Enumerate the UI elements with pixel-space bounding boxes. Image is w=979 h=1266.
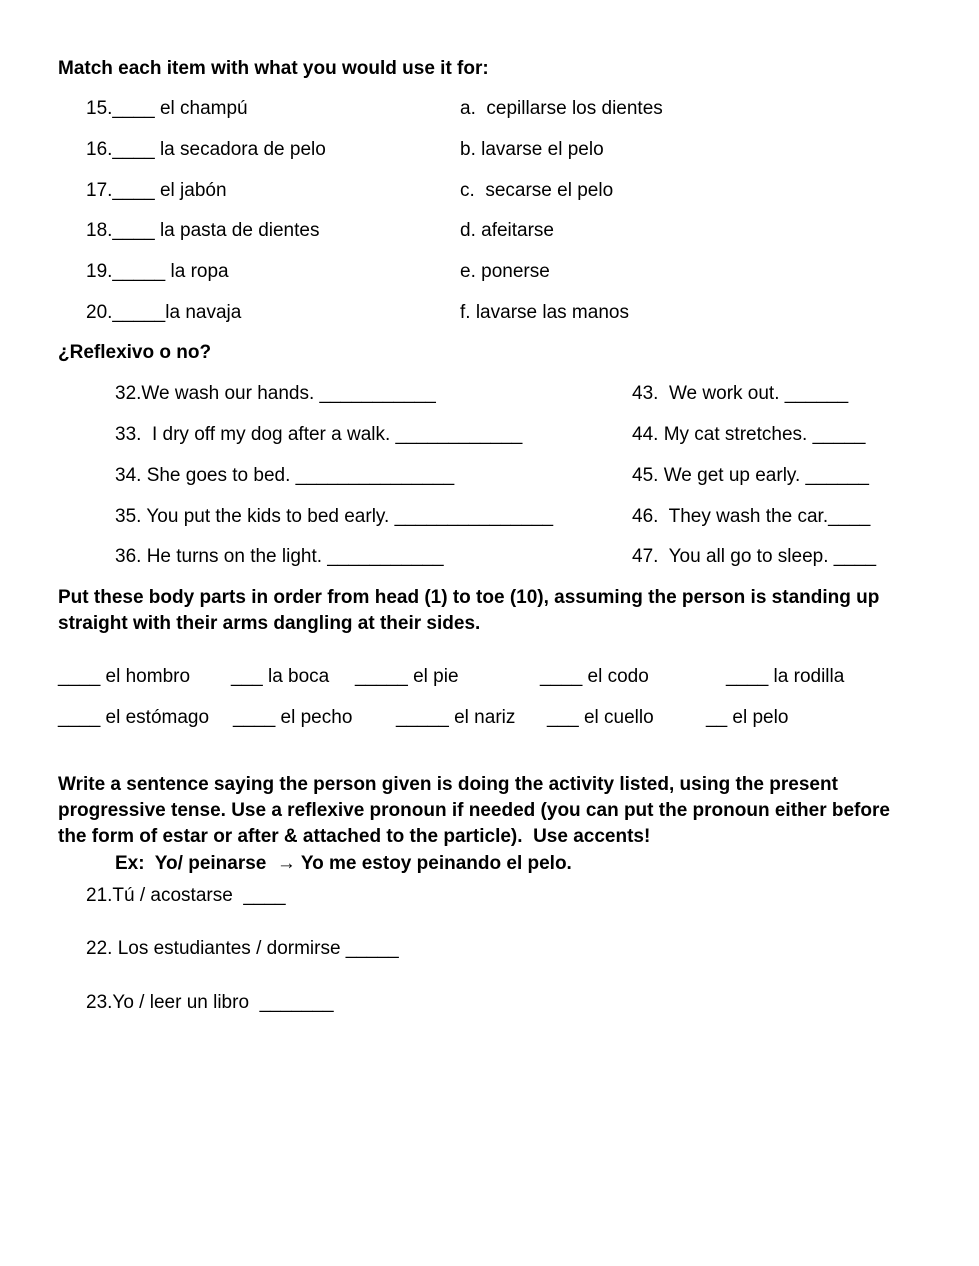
body-part-hombro: ____ el hombro — [58, 666, 191, 687]
body-part-boca: ___ la boca — [231, 666, 330, 687]
reflexive-item-45: 45. We get up early. ______ — [632, 465, 869, 486]
body-part-pie: _____ el pie — [355, 666, 459, 687]
progressive-item-21: 21.Tú / acostarse ____ — [86, 885, 286, 906]
match-item-17: 17.____ el jabón — [86, 180, 227, 201]
progressive-example: Ex: Yo/ peinarse → Yo me estoy peinando el pelo. — [115, 853, 572, 874]
reflexive-item-35: 35. You put the kids to bed early. _______________ — [115, 506, 554, 527]
match-item-16: 16.____ la secadora de pelo — [86, 139, 326, 160]
body-parts-heading-line1: Put these body parts in order from head (1) to toe (10), assuming the person is standing up — [58, 587, 880, 608]
reflexive-item-44: 44. My cat stretches. _____ — [632, 424, 866, 445]
body-part-rodilla: ____ la rodilla — [726, 666, 845, 687]
match-item-20: 20._____la navaja — [86, 302, 242, 323]
match-option-d: d. afeitarse — [460, 220, 554, 241]
match-option-b: b. lavarse el pelo — [460, 139, 604, 160]
reflexive-item-46: 46. They wash the car.____ — [632, 506, 871, 527]
reflexive-item-36: 36. He turns on the light. ___________ — [115, 546, 444, 567]
body-part-pelo: __ el pelo — [706, 707, 789, 728]
match-item-15: 15.____ el champú — [86, 98, 248, 119]
body-part-nariz: _____ el nariz — [396, 707, 516, 728]
reflexive-item-33: 33. I dry off my dog after a walk. ____________ — [115, 424, 523, 445]
reflexive-item-47: 47. You all go to sleep. ____ — [632, 546, 877, 567]
progressive-instructions-line1: Write a sentence saying the person given is doing the activity listed, using the present — [58, 774, 838, 795]
body-part-codo: ____ el codo — [540, 666, 649, 687]
progressive-instructions-line2: progressive tense. Use a reflexive pronoun if needed (you can put the pronoun either before — [58, 800, 890, 821]
match-option-e: e. ponerse — [460, 261, 550, 282]
progressive-instructions-line3: the form of estar or after & attached to the particle). Use accents! — [58, 826, 651, 847]
match-item-18: 18.____ la pasta de dientes — [86, 220, 320, 241]
progressive-item-23: 23.Yo / leer un libro _______ — [86, 992, 334, 1013]
reflexive-item-32: 32.We wash our hands. ___________ — [115, 383, 436, 404]
match-option-a: a. cepillarse los dientes — [460, 98, 663, 119]
body-part-estomago: ____ el estómago — [58, 707, 210, 728]
progressive-item-22: 22. Los estudiantes / dormirse _____ — [86, 938, 399, 959]
body-parts-heading-line2: straight with their arms dangling at their sides. — [58, 613, 481, 634]
match-option-f: f. lavarse las manos — [460, 302, 629, 323]
reflexive-heading: ¿Reflexivo o no? — [58, 342, 212, 363]
body-part-cuello: ___ el cuello — [547, 707, 654, 728]
reflexive-item-43: 43. We work out. ______ — [632, 383, 849, 404]
match-heading: Match each item with what you would use it for: — [58, 58, 489, 79]
reflexive-item-34: 34. She goes to bed. _______________ — [115, 465, 455, 486]
match-item-19: 19._____ la ropa — [86, 261, 229, 282]
match-option-c: c. secarse el pelo — [460, 180, 614, 201]
body-part-pecho: ____ el pecho — [233, 707, 353, 728]
